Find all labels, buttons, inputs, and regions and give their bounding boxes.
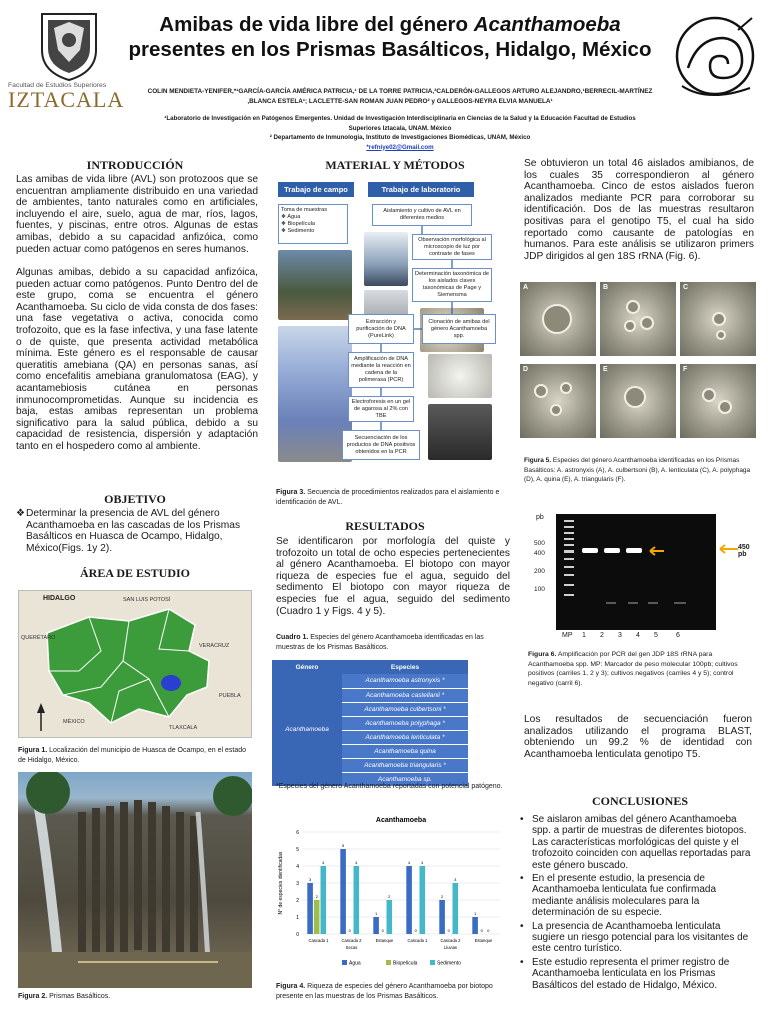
gel-image (556, 514, 716, 630)
chart-bar (307, 883, 313, 934)
fig4-label: Figura 4. (276, 983, 306, 990)
cuadro-1-caption (276, 633, 512, 653)
species-richness-chart (276, 812, 506, 974)
map-label-veracruz: VERACRUZ (199, 643, 230, 649)
chart-bar (472, 917, 478, 934)
fig5-text: Especies del género Acanthamoeba identificadas en los Prismas Basálticos: A. astronyxis (A), A. culbertsoni (B), A. lenticulata (C), A. polyphaga (D), A. quina (E), A. triangularis (F). (524, 457, 751, 483)
lane-3: 3 (618, 632, 622, 639)
fes-iztacala-logo (8, 82, 124, 112)
cuadro-text: Especies del género Acanthamoeba identificadas en las muestras de los Prismas Basálticos. (276, 634, 484, 651)
poster-title (110, 12, 670, 62)
lane-4: 4 (636, 632, 640, 639)
gel-mark-200: 200 (534, 568, 545, 575)
affil-line1: ¹Laboratorio de Investigación en Patógenos Emergentes. Unidad de Investigación Interdisciplinaria en Ciencias de la Salud y la Educación Facultad de Estudios (164, 115, 636, 122)
micrograph-panel-b: B (600, 282, 676, 356)
table-note: *Especies del género Acanthamoeba reportadas con potencial patógeno. (276, 783, 503, 790)
diamond-bullet-icon: ❖ (16, 508, 26, 519)
table-row: Acanthamoeba sp. (342, 772, 468, 786)
lane-6: 6 (676, 632, 680, 639)
cuadro-label: Cuadro 1. (276, 634, 309, 641)
x-tick-label: Cascada 1 (407, 938, 428, 943)
fig2-text: Prismas Basálticos. (49, 993, 111, 1000)
lane-5: 5 (654, 632, 658, 639)
table-header-especies: Especies (342, 660, 468, 674)
bar-value-label: 4 (421, 860, 424, 865)
chart-bar (354, 866, 360, 934)
conclusions-heading: CONCLUSIONES (591, 794, 689, 808)
x-tick-label: Estanque (474, 938, 493, 943)
y-tick-label: 0 (296, 932, 299, 938)
intro-paragraph-1: Las amibas de vida libre (AVL) son protozoos que se encuentran ampliamente distribuido en una variedad de ambientes, tanto naturales como en artificiales, incluyendo el aire, suelo, agua de mar, ríos, lagos, fuentes, y piscinas, entre otros. Algunas de estas amibas, debido a su capacidad anfizóica, como pueden actuar como patógenos en seres humanos. (16, 174, 258, 255)
fig6-text: Amplificación por PCR del gen JDP 18S rRNA para Acanthamoeba spp. MP: Marcador de peso molecular 100pb; cultivos positivos (carriles 1, 2 y 3); cultivos negativos (carriles 4 y 5); control negativo (carril 6). (528, 651, 738, 687)
bar-value-label: 3 (454, 877, 457, 882)
legend-swatch (386, 960, 391, 965)
fes-caption: Facultad de Estudios Superiores (8, 82, 107, 89)
bar-value-label: 4 (322, 860, 325, 865)
band-arrow-icon (716, 544, 740, 554)
conclusion-item: • Este estudio representa el primer registro de Acanthamoeba lenticulata en los Prismas Basálticos del estado de Hidalgo, México. (520, 957, 752, 991)
figure-6-caption (528, 650, 756, 688)
field-item-agua: ❖ Agua (281, 214, 301, 220)
chart-title: Acanthamoeba (375, 817, 427, 824)
isolation-box: Aislamiento y cultivo de AVL en diferentes medios (372, 204, 472, 226)
fig4-text: Riqueza de especies del género Acanthamoeba por biotopo presente en las muestras de los Prismas Basálticos. (276, 983, 493, 1000)
bar-value-label: 2 (315, 894, 318, 899)
unam-logo (36, 10, 102, 82)
authors (140, 87, 660, 107)
fig5-label: Figura 5. (524, 457, 552, 464)
affil-line2: Superiores Iztacala, UNAM. México (348, 124, 452, 132)
table-row: Acanthamoeba triangularis * (342, 758, 468, 772)
fig3-label: Figura 3. (276, 489, 306, 496)
sequencing-box: Secuenciación de los productos de DNA positivos obtenidos en la PCR (342, 430, 420, 460)
table-row: Acanthamoeba astronyxis * (342, 674, 468, 688)
bar-value-label: 1 (374, 911, 378, 916)
bar-value-label: 2 (388, 894, 391, 899)
conclusion-item: • En el presente estudio, la presencia de Acanthamoeba lenticulata fue confirmada mediante análisis moleculares para la determinación de su especie. (520, 873, 752, 919)
y-tick-label: 6 (296, 830, 299, 836)
field-box-title: Toma de muestras (281, 207, 328, 213)
gel-mark-400: 400 (534, 550, 545, 557)
lane-1: 1 (582, 632, 586, 639)
micrograph-panel-e: E (600, 364, 676, 438)
morphology-box: Observación morfológica al microscopio de luz por contraste de fases (412, 234, 492, 260)
micrograph-panel-c: C (680, 282, 756, 356)
x-tick-label: Cascada 2 (341, 938, 362, 943)
legend-swatch (430, 960, 435, 965)
conclusions-list (520, 814, 752, 993)
lane-2: 2 (600, 632, 604, 639)
legend-label: Agua (349, 960, 361, 967)
taxonomy-box: Determinación taxonómica de los aislados claves taxonómicas de Page y Siemensma (412, 268, 492, 302)
conclusion-item: • La presencia de Acanthamoeba lenticulata sugiere un riesgo potencial para los visitantes de este centro turístico. (520, 921, 752, 955)
y-axis-label: N° de especies identificadas (278, 851, 284, 915)
bar-value-label: 0 (447, 928, 450, 933)
affiliations (140, 114, 660, 152)
table-header-genero: Género (272, 660, 342, 674)
legend-label: Sedimento (437, 960, 461, 967)
figure-2-caption (18, 992, 254, 1002)
objetivo-heading: OBJETIVO (104, 492, 166, 506)
flowchart-arrows (270, 176, 510, 486)
lab-work-header: Trabajo de laboratorio (368, 182, 474, 197)
methods-heading: MATERIAL Y MÉTODOS (325, 158, 465, 172)
bar-value-label: 3 (308, 877, 312, 882)
chart-bar (340, 849, 346, 934)
gel-pb-label: pb (536, 514, 544, 521)
bar-value-label: 4 (407, 860, 411, 865)
micrograph-panel-d: D (520, 364, 596, 438)
results-heading: RESULTADOS (345, 519, 425, 533)
x-tick-label: Cascada 2 (440, 938, 461, 943)
micrograph-grid (520, 282, 756, 442)
electrophoresis-box: Electroforesis en un gel de agarosa al 2% con TBE (348, 396, 414, 422)
authors-line2: ,BLANCA ESTELA¹; LACLETTE-SAN ROMAN JUAN PEDRO² y GALLEGOS-NEYRA ELVIA MANUELA¹ (247, 98, 553, 105)
legend-label: Biopelícula (393, 960, 418, 967)
area-heading: ÁREA DE ESTUDIO (79, 566, 191, 580)
chart-bar (314, 900, 320, 934)
table-genus-cell: Acanthamoeba (272, 674, 342, 786)
authors-line1: COLIN MENDIETA-YENIFER,*¹GARCÍA-GARCÍA AMÉRICA PATRICIA,¹ DE LA TORRE PATRICIA,²CALDERÓN-GALLEGOS ARTURO ALEJANDRO,¹BERRECIL-MARTÍNEZ (147, 88, 653, 95)
gel-lane-labels (562, 632, 702, 639)
table-row: Acanthamoeba castellanii * (342, 688, 468, 702)
figure-4-caption (276, 982, 510, 1002)
methods-flowchart (270, 176, 510, 486)
chart-bar (420, 866, 426, 934)
pcr-box: Amplificación de DNA mediante la reacción en cadena de la polimerasa (PCR) (348, 352, 414, 388)
bar-value-label: 0 (480, 928, 483, 933)
figure-5-caption (524, 456, 756, 485)
bar-value-label: 0 (381, 928, 384, 933)
bar-value-label: 4 (355, 860, 358, 865)
field-item-biopelicula: ❖ Biopelícula (281, 221, 315, 227)
bar-value-label: 5 (341, 843, 345, 848)
field-work-header: Trabajo de campo (278, 182, 354, 197)
map-label-tlaxcala: TLAXCALA (169, 725, 198, 731)
fig2-label: Figura 2. (18, 993, 48, 1000)
x-tick-label: Cascada 1 (308, 938, 329, 943)
chart-bar (373, 917, 379, 934)
x-group-label: Secas (345, 945, 358, 950)
figure-1-caption (18, 746, 254, 766)
table-row: Acanthamoeba culbertsoni * (342, 702, 468, 716)
legend-swatch (342, 960, 347, 965)
bar-value-label: 2 (440, 894, 444, 899)
chart-bar (453, 883, 459, 934)
field-item-sedimento: ❖ Sedimento (281, 228, 315, 234)
intro-paragraph-2: Algunas amibas, debido a su capacidad anfizóica, pueden actuar como patógenos. Punto Dentro del de este grupo, coma se encuentra el género Acanthamoeba. Su ciclo de vida consta de dos fases: una fase vegetativa o activa, conocida como trofozoito, que es la fase infectiva, y una fase latente o de quiste, que presenta actividad metabólica mínima. Este género es el responsable de causar queratitis amebiana (QA) en personas sanas, así como encefalitis amebiana granulomatosa (EAG), y acantamebiosis cutánea en personas inmunocomprometidas. Aunque su incidencia es baja, estas amibas representan un problema significativo para la salud pública, debido a su capacidad de resistencia, dispersión y adaptación tanto en el hospedero como al ambiente. (16, 267, 258, 452)
contact-email-link[interactable]: *refniye02@Gmail.com (366, 143, 434, 151)
gel-mark-100: 100 (534, 586, 545, 593)
fig1-text: Localización del municipio de Huasca de Ocampo, en el estado de Hidalgo, México. (18, 747, 247, 764)
map-label-hidalgo: HIDALGO (43, 595, 76, 602)
table-row: Acanthamoeba lenticulata * (342, 730, 468, 744)
chart-bar (439, 900, 445, 934)
shell-logo (668, 8, 762, 110)
chart-bar (387, 900, 393, 934)
title-line1-italic: Acanthamoeba (473, 13, 621, 36)
cloning-box: Clonación de amibas del género Acanthamoeba spp. (422, 314, 496, 344)
gel-mark-500: 500 (534, 540, 545, 547)
bar-value-label: 0 (414, 928, 417, 933)
chart-bar (406, 866, 412, 934)
map-label-puebla: PUEBLA (219, 693, 241, 699)
y-tick-label: 3 (296, 881, 299, 887)
bar-value-label: 0 (348, 928, 351, 933)
y-tick-label: 5 (296, 847, 299, 853)
y-tick-label: 1 (296, 915, 299, 921)
intro-heading: INTRODUCCIÓN (86, 158, 184, 172)
species-table (272, 660, 468, 787)
micrograph-panel-f: F (680, 364, 756, 438)
results-text: Se identificaron por morfología del quiste y trofozoito un total de ocho especies pertenecientes al género Acanthamoeba. El biotopo con mayor riqueza de especies fue el agua, seguido del sedimento El biotopo con mayor riqueza de especies fue el agua, seguido del sedimento (Cuadro 1 y Figs. 4 y 5). (276, 536, 510, 617)
right-text-1: Se obtuvieron un total 46 aislados amibianos, de los cuales 35 correspondieron al género Acanthamoeba. Cinco de estos aislados fueron analizados mediante PCR para corroborar su identificación. Dos de las muestras resultaron positivas para el genotipo T5, el cual ha sido reportado como causante de patologías en humanos. Para este análisis se utilizaron primers JDP dirigidos al gen 18S rRNA (Fig. 6). (524, 158, 754, 262)
title-line2: presentes en los Prismas Basálticos, Hidalgo, México (128, 38, 652, 61)
bar-value-label: 1 (473, 911, 477, 916)
gel-electrophoresis (520, 512, 760, 644)
figure-3-caption (276, 488, 510, 508)
affil-line3: ² Departamento de Inmunología, Instituto de Investigaciones Biomédicas, UNAM, México (269, 134, 531, 141)
x-group-label: Lluvias (443, 945, 458, 950)
chart-bar (321, 866, 327, 934)
x-tick-label: Estanque (375, 938, 394, 943)
chart-svg (276, 812, 506, 974)
fig3-text: Secuencia de procedimientos realizados para el aislamiento e identificación de AVL. (276, 489, 500, 506)
conclusion-item: • Se aislaron amibas del género Acanthamoeba spp. a partir de muestras de diferentes biotopos. Las características morfológicas del quiste y el trofozoito coinciden con aquellas reportadas para este género buscado. (520, 814, 752, 871)
fig6-label: Figura 6. (528, 651, 557, 658)
objetivo-text (16, 508, 258, 554)
title-line1-pre: Amibas de vida libre del género (159, 13, 474, 36)
y-tick-label: 4 (296, 864, 299, 870)
map-label-mexico: MÉXICO (63, 719, 85, 725)
objetivo-body: Determinar la presencia de AVL del género Acanthamoeba en las cascadas de los Prismas Basálticos en Huasca de Ocampo, Hidalgo, México(Figs. 1y 2). (26, 508, 241, 554)
basalt-prisms-photo (18, 772, 252, 988)
dna-extraction-box: Extracción y purificación de DNA (PureLink) (348, 314, 414, 344)
table-row: Acanthamoeba polyphaga * (342, 716, 468, 730)
table-row: Acanthamoeba quina (342, 744, 468, 758)
hidalgo-map (18, 590, 252, 738)
gel-band-label: 450 pb (738, 544, 750, 558)
fes-name: IZTACALA (8, 87, 125, 112)
lane-mp: MP (562, 632, 573, 639)
map-label-queretaro: QUERÉTARO (21, 635, 56, 641)
y-tick-label: 2 (296, 898, 299, 904)
map-label-slp: SAN LUIS POTOSÍ (123, 597, 171, 603)
right-text-2: Los resultados de secuenciación fueron analizados utilizando el programa BLAST, obteniendo un 99.2 % de identidad con Acanthamoeba lenticulata genotipo T5. (524, 714, 752, 760)
micrograph-panel-a: A (520, 282, 596, 356)
fig1-label: Figura 1. (18, 747, 48, 754)
bar-value-label: 0 (487, 928, 490, 933)
